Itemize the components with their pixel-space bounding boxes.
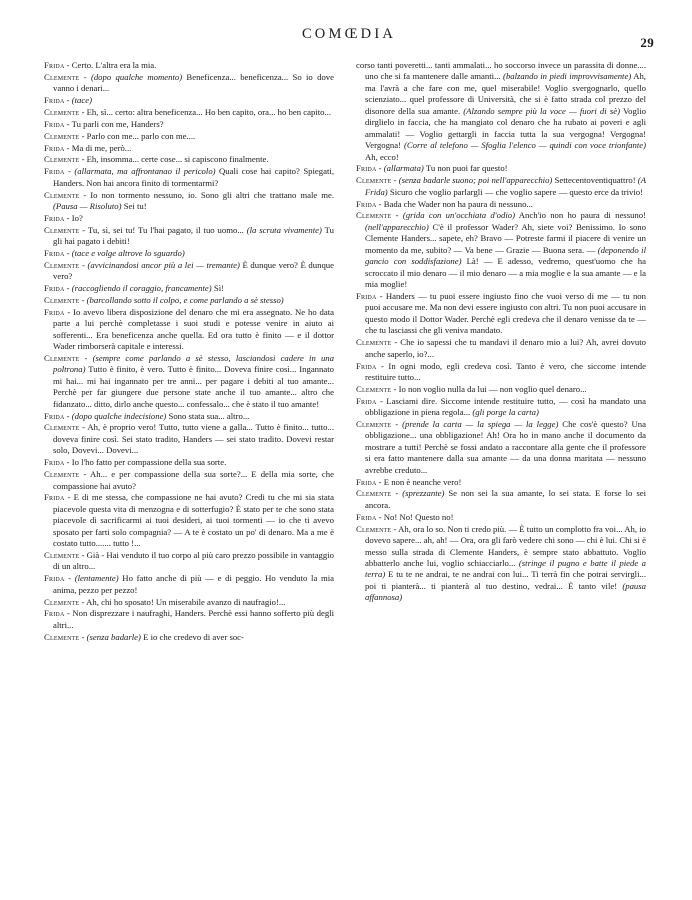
speech-text: - (sprezzante) Se non sei la sua amante, lo sei stata. E forse lo sei ancora. bbox=[365, 488, 646, 510]
speech-text: - Non disprezzare i naufraghi, Handers. Perchè essi hanno sofferto più degli altri... bbox=[53, 608, 334, 630]
speaker-name: Clemente bbox=[356, 523, 392, 534]
speaker-name: Frida bbox=[356, 360, 377, 371]
speech-text: - Che io sapessi che tu mandavi il denaro mio a lui? Ah, avrei dovuto anche saperlo, io?... bbox=[365, 337, 646, 359]
speech-text: - (sempre come parlando a sè stesso, lasciandosi cadere in una poltrona) Tutto è finito, è vero. Tutto è finito... Doveva finire così... Ingannato mi hai... mi hai ingannato per tre anni... per pagare i debiti al tuo amante... Perchè per far giungere due persone state anche il tuo amante... altro che fidanzato... ditto, dirlo anche questo... confessalo... che è stato il tuo amante! bbox=[53, 352, 334, 409]
speech-text: - Già - Hai venduto il tuo corpo al più caro prezzo possibile in vantaggio di un altro... bbox=[53, 550, 334, 572]
speech-block bbox=[44, 457, 334, 468]
publication-title: COMŒDIA bbox=[301, 26, 397, 42]
speaker-name: Frida bbox=[44, 95, 65, 106]
speaker-name: Frida bbox=[356, 291, 377, 302]
speech-text: - (raccogliendo il coraggio, francamente) Sì! bbox=[64, 283, 224, 294]
speech-text: - Eh, insomma... certe cose... si capiscono finalmente. bbox=[79, 154, 269, 165]
speech-block bbox=[44, 95, 334, 106]
speaker-name: Frida bbox=[44, 166, 65, 177]
speaker-name: Frida bbox=[44, 410, 65, 421]
speech-text: - E di me stessa, che compassione ne hai avuto? Credi tu che mi sia stata piacevole questa vita di menzogna e di sotterfugio? È stato per te che sono stata piacevole di sacrificarmi ai tuoi desideri, ai tuoi tormenti — io che ti avevo sposato per farti solo compagnia? — A te è costato un po' di denaro. Ma a me è costato tutto....... tutto !... bbox=[53, 492, 334, 549]
speech-text: - Ah... e per compassione della sua sorte?... E della mia sorte, che compassione hai avuto? bbox=[53, 469, 334, 491]
speech-block bbox=[44, 225, 334, 248]
stage-direction: (grida con un'occhiata d'odio) bbox=[402, 210, 515, 221]
speaker-name: Clemente bbox=[44, 71, 80, 82]
speaker-name: Frida bbox=[44, 457, 65, 468]
speech-block bbox=[44, 131, 334, 142]
speaker-name: Frida bbox=[356, 395, 377, 406]
speech-block bbox=[44, 411, 334, 422]
speech-block bbox=[44, 283, 334, 294]
speech-block bbox=[356, 361, 646, 384]
speaker-name: Frida bbox=[44, 142, 65, 153]
speech-block bbox=[356, 419, 646, 476]
speech-block bbox=[44, 190, 334, 213]
speaker-name: Clemente bbox=[356, 418, 392, 429]
speaker-name: Clemente bbox=[44, 106, 80, 117]
stage-direction: (la scruta vivamente) bbox=[246, 224, 322, 235]
stage-direction: (pausa affannosa) bbox=[365, 580, 646, 603]
stage-direction: (balzando in piedi improvvisamente) bbox=[503, 71, 632, 82]
stage-direction: (prende la carta — la spiega — la legge) bbox=[402, 418, 559, 429]
speech-block bbox=[44, 353, 334, 410]
speaker-name: Frida bbox=[44, 118, 65, 129]
speech-text: - Io? bbox=[64, 212, 83, 223]
speech-text: - (lentamente) Ho fatto anche di più — e di peggio. Ho venduto la mia anima, pezzo per pezzo! bbox=[53, 573, 334, 595]
speech-block bbox=[356, 488, 646, 511]
speaker-name: Frida bbox=[44, 306, 65, 317]
speech-block bbox=[356, 477, 646, 488]
speaker-name: Clemente bbox=[44, 224, 80, 235]
speech-text: - (senza badarle suono; poi nell'apparecchio) Settecentoventiquattro! (A Frida) Sicuro che voglio parlargli — che voglio sapere — questo erce da trivio! bbox=[365, 175, 646, 197]
stage-direction: (tace) bbox=[71, 95, 93, 106]
stage-direction: (lentamente) bbox=[74, 573, 119, 584]
speaker-name: Clemente bbox=[44, 469, 80, 480]
speaker-name: Frida bbox=[44, 212, 65, 223]
stage-direction: (raccogliendo il coraggio, francamente) bbox=[71, 283, 212, 294]
speech-text: - (barcollando sotto il colpo, e come parlando a sè stesso) bbox=[79, 294, 284, 305]
speech-text: - Ah, chi ho sposato! Un miserabile avanzo di naufragio!... bbox=[79, 596, 286, 607]
speaker-name: Clemente bbox=[44, 550, 80, 561]
speech-block bbox=[44, 307, 334, 353]
speaker-name: Clemente bbox=[44, 422, 80, 433]
speaker-name: Clemente bbox=[356, 210, 392, 221]
speech-text: - Parlo con me... parlo con me.... bbox=[79, 130, 196, 141]
speech-block bbox=[356, 384, 646, 395]
stage-direction: (A Frida) bbox=[365, 175, 646, 197]
speech-block bbox=[44, 72, 334, 95]
speech-block bbox=[44, 422, 334, 456]
speech-text: - (senza badarle) E io che credevo di aver soc- bbox=[79, 631, 244, 642]
speech-text: - Bada che Wader non ha paura di nessuno... bbox=[376, 198, 533, 209]
speech-text: - No! No! Questo no! bbox=[376, 511, 454, 522]
text-columns bbox=[44, 60, 654, 644]
speech-block bbox=[356, 291, 646, 337]
stage-direction: (barcollando sotto il colpo, e come parlando a sè stesso) bbox=[86, 294, 284, 305]
speaker-name: Frida bbox=[356, 198, 377, 209]
stage-direction: (nell'apparecchio) bbox=[365, 221, 429, 232]
page-number: 29 bbox=[640, 35, 654, 50]
speaker-name: Frida bbox=[44, 283, 65, 294]
speech-block bbox=[356, 210, 646, 290]
speaker-name: Frida bbox=[44, 573, 65, 584]
speech-block bbox=[44, 632, 334, 643]
speech-text: - Handers — tu puoi essere ingiusto fino che vuoi verso di me — tu non puoi accusare me. Ma non devi essere ingiusto con altri. Tu non puoi accusare in questo modo il Dottor Wader. Perchè egli credeva che il denaro venisse da te — che tu lasciassi che gli veniva mandato. bbox=[365, 291, 646, 336]
stage-direction: (senza badarle suono; poi nell'apparecchio) bbox=[398, 175, 553, 186]
stage-direction: (gli porge la carta) bbox=[472, 407, 539, 418]
speech-text: - (dopo qualche indecisione) Sono stata sua... altro... bbox=[64, 410, 250, 421]
speech-block bbox=[356, 175, 646, 198]
speech-block bbox=[44, 154, 334, 165]
speaker-name: Clemente bbox=[356, 383, 392, 394]
speech-text: - Io avevo libera disposizione del denaro che mi era assegnato. Ne ho data parte a lui perchè completasse i suoi studi e potesse venire in aiuto ai sofferenti... Era beneficenza anche quella. Ed ora tutto è finito — e il dottor Wader rimborserà capitale e interessi. bbox=[53, 306, 334, 352]
speaker-name: Frida bbox=[356, 511, 377, 522]
speech-block bbox=[44, 248, 334, 259]
speaker-name: Clemente bbox=[44, 352, 80, 363]
speech-text: - Tu parli con me, Handers? bbox=[64, 118, 164, 129]
speech-block bbox=[44, 597, 334, 608]
speaker-name: Frida bbox=[356, 476, 377, 487]
speech-block bbox=[44, 295, 334, 306]
speech-block bbox=[356, 396, 646, 419]
speech-block bbox=[356, 524, 646, 604]
stage-direction: (Corre al telefono — Sfoglia l'elenco — quindi con voce trionfante) bbox=[403, 140, 647, 151]
speech-block bbox=[44, 166, 334, 189]
speech-block bbox=[44, 60, 334, 71]
speaker-name: Frida bbox=[44, 492, 65, 503]
speaker-name: Clemente bbox=[44, 294, 80, 305]
speech-text: - (allarmata) Tu non puoi far questo! bbox=[376, 163, 508, 174]
speech-block bbox=[356, 337, 646, 360]
stage-direction: (stringe il pugno e batte il piede a terra) bbox=[365, 557, 646, 580]
speech-text: - (allarmata, ma affrontanao il pericolo) Quali cose hai capito? Spiegati, Handers. Non hai ancora finito di tormentarmi? bbox=[53, 166, 334, 188]
speaker-name: Frida bbox=[44, 608, 65, 619]
stage-direction: (allarmata, ma affrontanao il pericolo) bbox=[74, 166, 216, 177]
speech-text: - (grida con un'occhiata d'odio) Anch'io non ho paura di nessuno! (nell'apparecchio) C'è il professor Wader? Ah, siete voi? Benissimo. Io sono Clemente Handers... sapete, eh? Bravo — Potreste farmi il piacere di venire un momento da me, subito? — Va bene — Grazie — Buona sera. — (deponendo il gancio con soddisfazione) Là! — E adesso, vedremo, quest'uomo che ha scroccato il mio denaro — il mio denaro — a mia moglie e la sua amante — e la mia moglie! bbox=[365, 210, 646, 290]
speaker-name: Clemente bbox=[356, 488, 392, 499]
stage-direction: (allarmata) bbox=[383, 163, 424, 174]
speech-text: - Lasciami dire. Siccome intende restituire tutto, — così ha mandato una obbligazione in piena regola... (gli porge la carta) bbox=[365, 395, 646, 418]
speech-block bbox=[44, 492, 334, 549]
speech-block bbox=[44, 260, 334, 283]
speech-text: - Ma di me, però... bbox=[64, 142, 132, 153]
speech-text: corso tanti poveretti... tanti ammalati... ho soccorso invece un parassita di donne.... uno che si fa mantenere dalle amanti... (balzando in piedi improvvisamente) Ah, ma l'avrà a che fare con me, quel miserabile! Voglio svergognarlo, quello scienziato... quel professore di Università, che si è fatto strada col prezzo del disonore della sua amante. (Alzando sempre più la voce — fuori di sè) Voglio dirglielo in faccia, che ha mangiato col denaro che ha rubato ai poveri e agli ammalati! — Voglio gettargli in faccia tutta la sua vergogna! Vergogna! Vergogna! (Corre al telefono — Sfoglia l'elenco — quindi con voce trionfante) Ah, ecco! bbox=[356, 60, 647, 162]
stage-direction: (sprezzante) bbox=[402, 488, 445, 499]
speech-text: - E non è neanche vero! bbox=[376, 476, 462, 487]
speaker-name: Clemente bbox=[44, 596, 80, 607]
speech-block bbox=[44, 608, 334, 631]
speech-text: - Io non tormento nessuno, io. Sono gli altri che trattano male me. (Pausa — Risoluto) Sei tu! bbox=[53, 189, 334, 211]
stage-direction: (senza badarle) bbox=[86, 631, 141, 642]
left-column bbox=[44, 60, 334, 644]
speech-text: - In ogni modo, egli credeva così. Tanto è vero, che siccome intende restituire tutto... bbox=[365, 360, 646, 382]
speech-text: - (tace) bbox=[64, 95, 93, 106]
speaker-name: Clemente bbox=[44, 189, 80, 200]
stage-direction: (deponendo il gancio con soddisfazione) bbox=[365, 244, 646, 267]
speaker-name: Clemente bbox=[44, 259, 80, 270]
speaker-name: Clemente bbox=[44, 130, 80, 141]
speech-text: - (prende la carta — la spiega — la legge) Che cos'è questo? Una obbligazione... una obbligazione! Ah! Ora ho in mano anche il documento da mostrare a tutti! Perchè se fossi andato a raccontare alla gente che il professore si era fatto mantenere dalla sua amante — da una donna maritata — nessuno avrebbe creduto... bbox=[365, 418, 646, 475]
stage-direction: (dopo qualche indecisione) bbox=[71, 410, 167, 421]
speaker-name: Frida bbox=[44, 60, 65, 70]
speech-text: - (avvicinandosi ancor più a lei — tremante) È dunque vero? È dunque vero? bbox=[53, 259, 334, 282]
speech-text: - Eh, sì... certo: altra beneficenza... Ho ben capito, ora... ho ben capito... bbox=[79, 106, 331, 117]
speech-block bbox=[356, 60, 646, 163]
speaker-name: Clemente bbox=[356, 175, 392, 186]
speaker-name: Frida bbox=[44, 247, 65, 258]
speech-block bbox=[44, 213, 334, 224]
speaker-name: Frida bbox=[356, 163, 377, 174]
stage-direction: (tace e volge altrove lo sguardo) bbox=[71, 247, 185, 258]
stage-direction: (Pausa — Risoluto) bbox=[53, 200, 122, 211]
speech-text: - Certo. L'altra era la mia. bbox=[64, 60, 157, 70]
speech-text: - Io l'ho fatto per compassione della sua sorte. bbox=[64, 457, 227, 468]
speech-block bbox=[44, 469, 334, 492]
speaker-name: Clemente bbox=[44, 154, 80, 165]
speech-text: - Io non voglio nulla da lui — non voglio quel denaro... bbox=[391, 383, 587, 394]
speech-text: - (tace e volge altrove lo sguardo) bbox=[64, 247, 185, 258]
speech-block bbox=[356, 512, 646, 523]
right-column bbox=[356, 60, 646, 604]
speech-text: - (dopo qualche momento) Beneficenza... beneficenza... So io dove vanno i denari... bbox=[53, 71, 334, 94]
speech-block bbox=[44, 573, 334, 596]
stage-direction: (sempre come parlando a sè stesso, lasciandosi cadere in una poltrona) bbox=[53, 352, 334, 375]
speech-block bbox=[44, 107, 334, 118]
stage-direction: (Alzando sempre più la voce — fuori di sè) bbox=[463, 105, 620, 116]
speech-text: - Ah, ora lo so. Non ti credo più. — È tutto un complotto fra voi... Ah, io dovevo sapere... ah, ah! — Ora, ora gli farò vedere chi sono — chi è lui. Chi si è messo sulla strada di Clemente Handers, è sempre stato abbattuto. Voglio abbatterlo anche lui, voglio schiacciarlo... (stringe il pugno e batte il piede a terra) E tu te ne andrai, te ne andrai con lui... Ti terrà fin che potrai servirgli... poi ti pianterà... ti pianterà al tuo destino, vedrai... È tanto vile! (pausa affannosa) bbox=[365, 523, 646, 603]
speech-text: - Tu, sì, sei tu! Tu l'hai pagato, il tuo uomo... (la scruta vivamente) Tu gli hai pagato i debiti! bbox=[53, 224, 334, 247]
speaker-name: Clemente bbox=[356, 337, 392, 348]
speech-text: - Ah, è proprio vero! Tutto, tutto viene a galla... Tutto è finito... tutto... doveva finire così. Sei stato tradito, Handers — sei stato tradito. Dovevi restar solo, Dovevi... Dovevi... bbox=[53, 422, 334, 456]
speech-block bbox=[44, 119, 334, 130]
speech-block bbox=[356, 163, 646, 174]
speaker-name: Clemente bbox=[44, 631, 80, 642]
stage-direction: (dopo qualche momento) bbox=[90, 71, 183, 82]
speech-block bbox=[356, 199, 646, 210]
masthead bbox=[44, 26, 654, 52]
speech-block bbox=[44, 143, 334, 154]
speech-block bbox=[44, 550, 334, 573]
stage-direction: (avvicinandosi ancor più a lei — tremante) bbox=[87, 259, 240, 270]
